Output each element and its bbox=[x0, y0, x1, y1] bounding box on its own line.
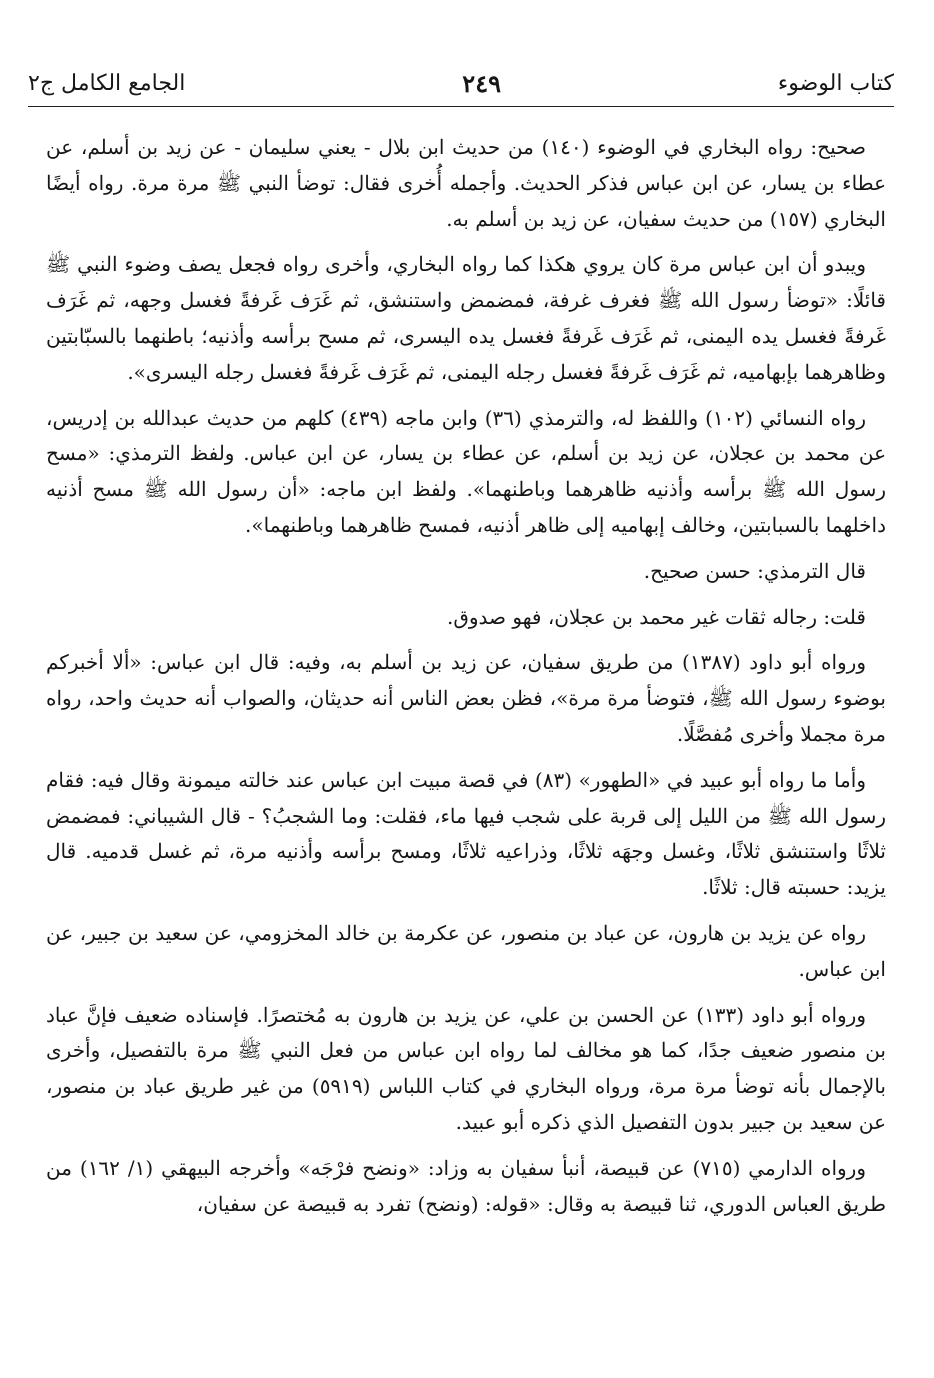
paragraph: ويبدو أن ابن عباس مرة كان يروي هكذا كما رواه البخاري، وأخرى رواه فجعل يصف وضوء النبي ﷺ قائلًا: «توضأ رسول الله ﷺ فغرف غرفة، فمضمض واستنشق، ثم غَرَف غَرفةً فغسل وجهه، ثم غَرَف غَرفةً فغسل يده اليمنى، ثم غَرَف غَرفةً فغسل يده اليسرى، ثم مسح برأسه وأذنيه؛ باطنهما بالسبّابتين وظاهرهما بإبهاميه، ثم غَرَف غَرفةً فغسل رجله اليمنى، ثم غَرَف غَرفةً فغسل رجله اليسرى». bbox=[46, 252, 886, 384]
page-number: ٢٤٩ bbox=[462, 68, 501, 98]
paragraph: رواه عن يزيد بن هارون، عن عباد بن منصور، عن عكرمة بن خالد المخزومي، عن سعيد بن جبير، عن ابن عباس. bbox=[46, 920, 886, 981]
paragraph: ورواه الدارمي (٧١٥) عن قبيصة، أنبأ سفيان به وزاد: «ونضح فرْجَه» وأخرجه البيهقي (١/ ١٦٢) من طريق العباس الدوري، ثنا قبيصة به وقال: «قوله: (ونضح) تفرد به قبيصة عن سفيان، bbox=[46, 1155, 886, 1216]
paragraph: ورواه أبو داود (١٣٣) عن الحسن بن علي، عن يزيد بن هارون به مُختصرًا. فإسناده ضعيف فإنَّ عباد بن منصور ضعيف جدًا، كما هو مخالف لما رواه ابن عباس من فعل النبي ﷺ مرة بالتفصيل، وأخرى بالإجمال بأنه توضأ مرة مرة، ورواه البخاري في كتاب اللباس (٥٩١٩) من غير طريق عباد بن منصور، عن سعيد بن جبير بدون التفصيل الذي ذكره أبو عبيد. bbox=[46, 1002, 886, 1134]
paragraph: صحيح: رواه البخاري في الوضوء (١٤٠) من حديث ابن بلال - يعني سليمان - عن زيد بن أسلم، عن عطاء بن يسار، عن ابن عباس فذكر الحديث. وأجمله أُخرى فقال: توضأ النبي ﷺ مرة مرة. رواه أيضًا البخاري (١٥٧) من حديث سفيان، عن زيد بن أسلم به. bbox=[46, 135, 886, 231]
paragraph: قلت: رجاله ثقات غير محمد بن عجلان، فهو صدوق. bbox=[446, 604, 866, 629]
section-title: كتاب الوضوء bbox=[777, 70, 894, 96]
paragraph: رواه النسائي (١٠٢) واللفظ له، والترمذي (٣٦) وابن ماجه (٤٣٩) كلهم من حديث عبدالله بن إدريس، عن محمد بن عجلان، عن زيد بن أسلم، عن عطاء بن يسار، عن ابن عباس. ولفظ الترمذي: «مسح رسول الله ﷺ برأسه وأذنيه ظاهرهما وباطنهما». ولفظ ابن ماجه: «أن رسول الله ﷺ مسح أذنيه داخلهما بالسبابتين، وخالف إبهاميه إلى ظاهر أذنيه، فمسح ظاهرهما وباطنهما». bbox=[46, 405, 886, 537]
header-rule bbox=[28, 106, 894, 107]
paragraph: وأما ما رواه أبو عبيد في «الطهور» (٨٣) في قصة مبيت ابن عباس عند خالته ميمونة وقال فيه: فقام رسول الله ﷺ من الليل إلى قربة على شجب فيها ماء، فقلت: وما الشجبُ؟ - قال الشيباني: فمضمض ثلاثًا واستنشق ثلاثًا، وغسل وجهَه ثلاثًا، وذراعيه ثلاثًا، ومسح برأسه وأذنيه مرة، ثم غسل قدميه. قال يزيد: حسبته قال: ثلاثًا. bbox=[46, 767, 886, 900]
paragraph: ورواه أبو داود (١٣٨٧) من طريق سفيان، عن زيد بن أسلم به، وفيه: قال ابن عباس: «ألا أخبركم بوضوء رسول الله ﷺ، فتوضأ مرة مرة»، فظن بعض الناس أنه حديثان، والصواب أنه حديث واحد، رواه مرة مجملا وأخرى مُفصَّلًا. bbox=[46, 650, 886, 746]
paragraph: قال الترمذي: حسن صحيح. bbox=[643, 558, 866, 583]
page-body bbox=[46, 130, 886, 1370]
running-header bbox=[28, 62, 894, 104]
book-title: الجامع الكامل ج٢ bbox=[28, 70, 186, 96]
